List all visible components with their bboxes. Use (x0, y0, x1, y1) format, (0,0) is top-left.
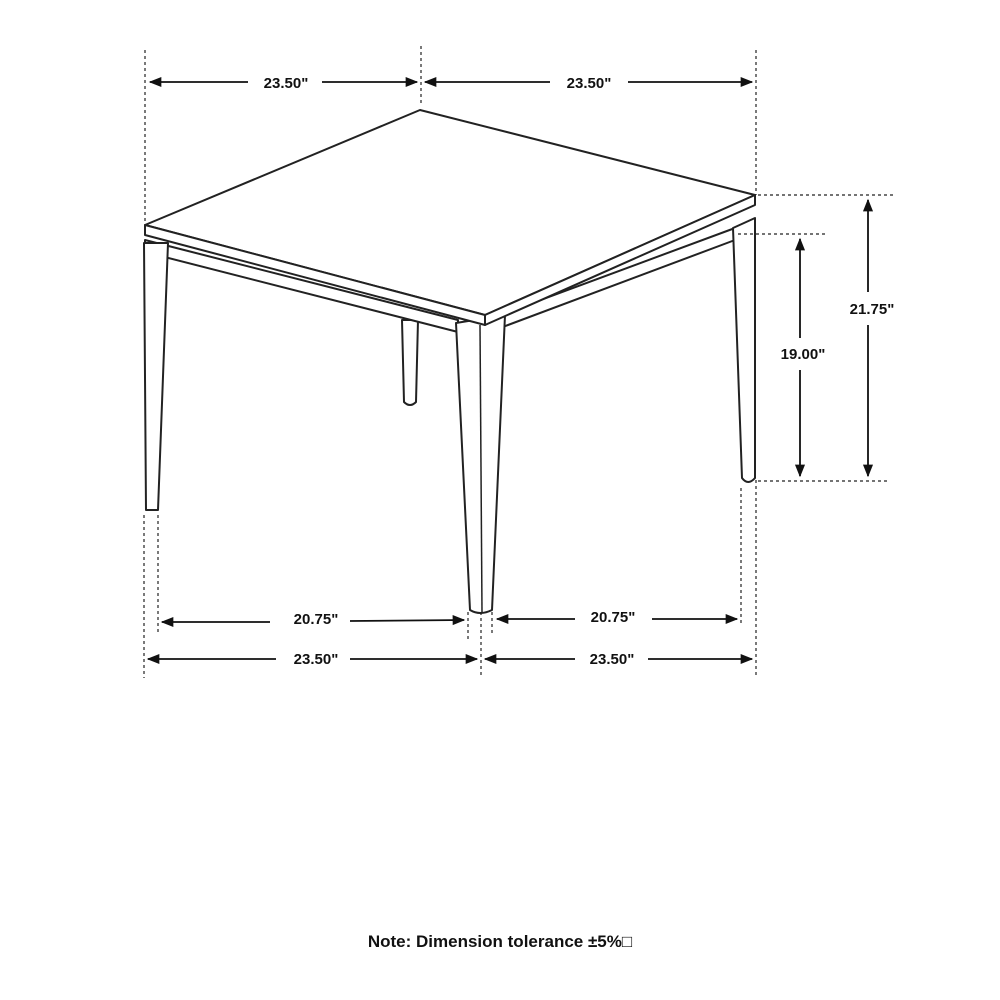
dim-top-right-width: 23.50" (566, 75, 612, 92)
table-top-surface (145, 110, 755, 315)
dim-inner-left-span: 20.75" (293, 611, 339, 628)
back-leg (402, 320, 418, 405)
dim-bottom-right-width: 23.50" (589, 651, 635, 668)
dim-arrow-inner-left-b (350, 620, 464, 621)
dim-bottom-left-width: 23.50" (293, 651, 339, 668)
dim-top-left-width: 23.50" (263, 75, 309, 92)
dim-inner-right-span: 20.75" (590, 609, 636, 626)
dim-overall-height: 21.75" (849, 301, 895, 318)
dim-leg-clearance-height: 19.00" (780, 346, 826, 363)
front-left-leg (144, 243, 168, 510)
dimension-tolerance-note: Note: Dimension tolerance ±5%□ (367, 932, 633, 951)
front-right-leg (733, 218, 755, 482)
